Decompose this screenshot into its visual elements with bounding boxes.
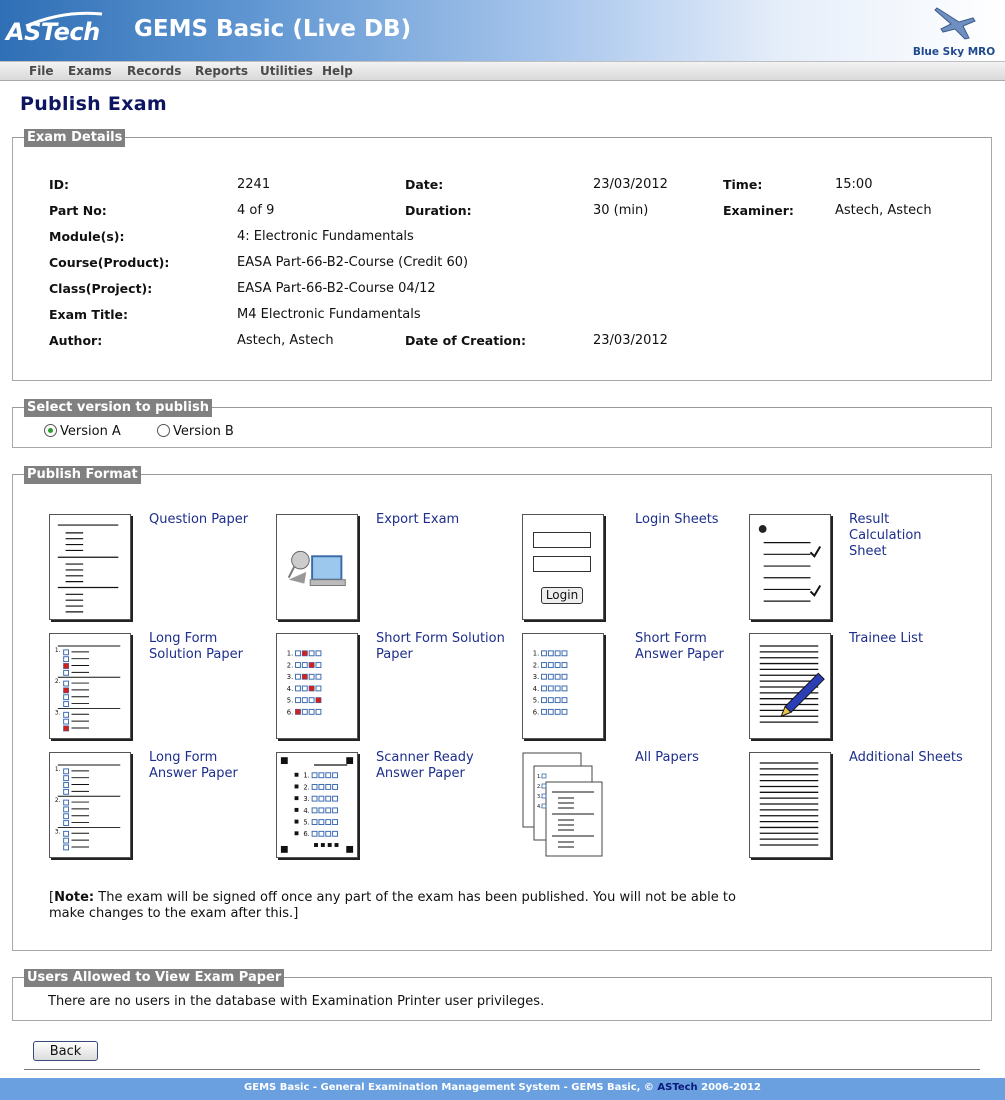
airplane-icon bbox=[929, 2, 979, 42]
short-form-solution-icon[interactable] bbox=[276, 633, 358, 739]
version-b-label: Version B bbox=[173, 424, 234, 439]
id-value: 2241 bbox=[237, 177, 271, 192]
svg-text:1.: 1. bbox=[303, 771, 310, 780]
class-label: Class(Project): bbox=[49, 281, 153, 296]
class-value: EASA Part-66-B2-Course 04/12 bbox=[237, 281, 436, 296]
author-label: Author: bbox=[49, 333, 103, 348]
svg-text:5.: 5. bbox=[532, 696, 540, 705]
trainee-list-label[interactable]: Trainee List bbox=[849, 631, 924, 646]
svg-text:1.: 1. bbox=[537, 774, 542, 780]
exam-details-section bbox=[12, 130, 992, 381]
users-section bbox=[12, 970, 992, 1021]
all-papers-icon[interactable] bbox=[522, 752, 606, 860]
short-form-answer-icon[interactable] bbox=[522, 633, 604, 739]
svg-text:3.: 3. bbox=[286, 673, 294, 682]
short-form-answer-label[interactable]: Short Form Answer Paper bbox=[635, 631, 724, 662]
exam-title-value: M4 Electronic Fundamentals bbox=[237, 307, 421, 322]
users-legend: Users Allowed to View Exam Paper bbox=[24, 969, 284, 987]
menu-utilities[interactable]: Utilities bbox=[260, 64, 313, 78]
scanner-ready-icon[interactable] bbox=[276, 752, 358, 858]
version-b-option[interactable] bbox=[157, 424, 234, 439]
svg-text:1.: 1. bbox=[286, 649, 294, 658]
version-a-radio[interactable] bbox=[44, 424, 57, 437]
menu-records[interactable]: Records bbox=[127, 64, 182, 78]
examiner-label: Examiner: bbox=[723, 203, 794, 218]
version-legend: Select version to publish bbox=[24, 399, 212, 417]
svg-text:6.: 6. bbox=[532, 708, 540, 717]
note-text: The exam will be signed off once any part of the exam has been published. You will not be able to make changes to the exam after this.] bbox=[49, 890, 736, 921]
svg-text:1.: 1. bbox=[54, 766, 61, 773]
scanner-ready-label[interactable]: Scanner Ready Answer Paper bbox=[376, 750, 474, 781]
modules-value: 4: Electronic Fundamentals bbox=[237, 229, 414, 244]
modules-label: Module(s): bbox=[49, 229, 125, 244]
part-no-value: 4 of 9 bbox=[237, 203, 275, 218]
menu-file[interactable]: File bbox=[29, 64, 54, 78]
app-title: GEMS Basic (Live DB) bbox=[134, 16, 412, 42]
question-paper-label[interactable]: Question Paper bbox=[149, 512, 249, 527]
publish-format-section bbox=[12, 467, 992, 951]
menu-bar bbox=[0, 61, 1005, 81]
svg-text:2.: 2. bbox=[54, 679, 61, 686]
duration-label: Duration: bbox=[405, 203, 472, 218]
menu-reports[interactable]: Reports bbox=[195, 64, 249, 78]
long-form-answer-label[interactable]: Long Form Answer Paper bbox=[149, 750, 238, 781]
svg-text:5.: 5. bbox=[303, 818, 310, 827]
exam-title-label: Exam Title: bbox=[49, 307, 128, 322]
svg-text:2.: 2. bbox=[303, 783, 310, 792]
footer-prefix: GEMS Basic - General Examination Management System - GEMS Basic, © bbox=[244, 1082, 658, 1093]
publish-format-legend: Publish Format bbox=[24, 466, 141, 484]
time-label: Time: bbox=[723, 177, 763, 192]
login-sheets-label[interactable]: Login Sheets bbox=[635, 512, 719, 527]
note-bold: Note: bbox=[54, 890, 95, 905]
duration-value: 30 (min) bbox=[593, 203, 649, 218]
long-form-solution-label[interactable]: Long Form Solution Paper bbox=[149, 631, 243, 662]
course-label: Course(Product): bbox=[49, 255, 170, 270]
svg-text:3.: 3. bbox=[537, 794, 542, 800]
creation-label: Date of Creation: bbox=[405, 333, 526, 348]
footer-brand: ASTech bbox=[657, 1082, 698, 1093]
footer-suffix: 2006-2012 bbox=[697, 1082, 761, 1093]
svg-text:1.: 1. bbox=[532, 649, 540, 658]
svg-text:3.: 3. bbox=[532, 673, 540, 682]
id-label: ID: bbox=[49, 177, 70, 192]
svg-text:6.: 6. bbox=[286, 708, 294, 717]
time-value: 15:00 bbox=[835, 177, 873, 192]
svg-text:3.: 3. bbox=[54, 829, 61, 836]
svg-text:2.: 2. bbox=[54, 798, 61, 805]
export-exam-icon[interactable] bbox=[276, 514, 358, 620]
svg-text:2.: 2. bbox=[286, 661, 294, 670]
page-title: Publish Exam bbox=[20, 93, 167, 115]
date-value: 23/03/2012 bbox=[593, 177, 668, 192]
additional-sheets-icon[interactable] bbox=[749, 752, 831, 858]
long-form-solution-icon[interactable] bbox=[49, 633, 131, 739]
footer bbox=[0, 1078, 1005, 1100]
version-a-option[interactable] bbox=[44, 424, 121, 439]
svg-text:4.: 4. bbox=[303, 806, 310, 815]
svg-text:4.: 4. bbox=[286, 684, 294, 693]
exam-details-legend: Exam Details bbox=[24, 129, 125, 147]
menu-exams[interactable]: Exams bbox=[68, 64, 112, 78]
date-label: Date: bbox=[405, 177, 444, 192]
svg-text:2.: 2. bbox=[537, 784, 542, 790]
result-calculation-icon[interactable] bbox=[749, 514, 831, 620]
svg-text:4.: 4. bbox=[532, 684, 540, 693]
export-exam-label[interactable]: Export Exam bbox=[376, 512, 460, 527]
version-section bbox=[12, 400, 992, 448]
login-sheet-icon[interactable] bbox=[522, 514, 604, 620]
author-value: Astech, Astech bbox=[237, 333, 334, 348]
trainee-list-icon[interactable] bbox=[749, 633, 831, 739]
result-calculation-label[interactable]: Result Calculation Sheet bbox=[849, 512, 922, 559]
additional-sheets-label[interactable]: Additional Sheets bbox=[849, 750, 963, 765]
long-form-answer-icon[interactable] bbox=[49, 752, 131, 858]
course-value: EASA Part-66-B2-Course (Credit 60) bbox=[237, 255, 469, 270]
all-papers-label[interactable]: All Papers bbox=[635, 750, 699, 765]
login-field-shape bbox=[533, 532, 591, 548]
login-button-shape: Login bbox=[541, 587, 583, 604]
brand-name: Blue Sky MRO bbox=[912, 46, 996, 58]
svg-text:2.: 2. bbox=[532, 661, 540, 670]
publish-note: [Note: The exam will be signed off once any part of the exam has been published. You will not be able to make changes to the exam after this.] bbox=[49, 890, 736, 921]
svg-text:3.: 3. bbox=[303, 795, 310, 804]
creation-value: 23/03/2012 bbox=[593, 333, 668, 348]
svg-text:6.: 6. bbox=[303, 830, 310, 839]
back-button[interactable]: Back bbox=[33, 1041, 98, 1061]
short-form-solution-label[interactable]: Short Form Solution Paper bbox=[376, 631, 505, 662]
menu-help[interactable]: Help bbox=[322, 64, 353, 78]
version-a-label: Version A bbox=[60, 424, 121, 439]
svg-text:3.: 3. bbox=[54, 710, 61, 717]
app-header bbox=[0, 0, 1005, 62]
astech-logo: ASTech bbox=[6, 18, 100, 46]
brand-logo bbox=[909, 2, 999, 60]
question-paper-icon[interactable] bbox=[49, 514, 131, 620]
footer-divider bbox=[24, 1069, 980, 1070]
svg-text:4.: 4. bbox=[537, 804, 542, 810]
examiner-value: Astech, Astech bbox=[835, 203, 932, 218]
svg-text:5.: 5. bbox=[286, 696, 294, 705]
users-message: There are no users in the database with Examination Printer user privileges. bbox=[48, 994, 545, 1009]
login-field-shape bbox=[533, 556, 591, 572]
version-b-radio[interactable] bbox=[157, 424, 170, 437]
part-no-label: Part No: bbox=[49, 203, 107, 218]
svg-text:1.: 1. bbox=[54, 647, 61, 654]
